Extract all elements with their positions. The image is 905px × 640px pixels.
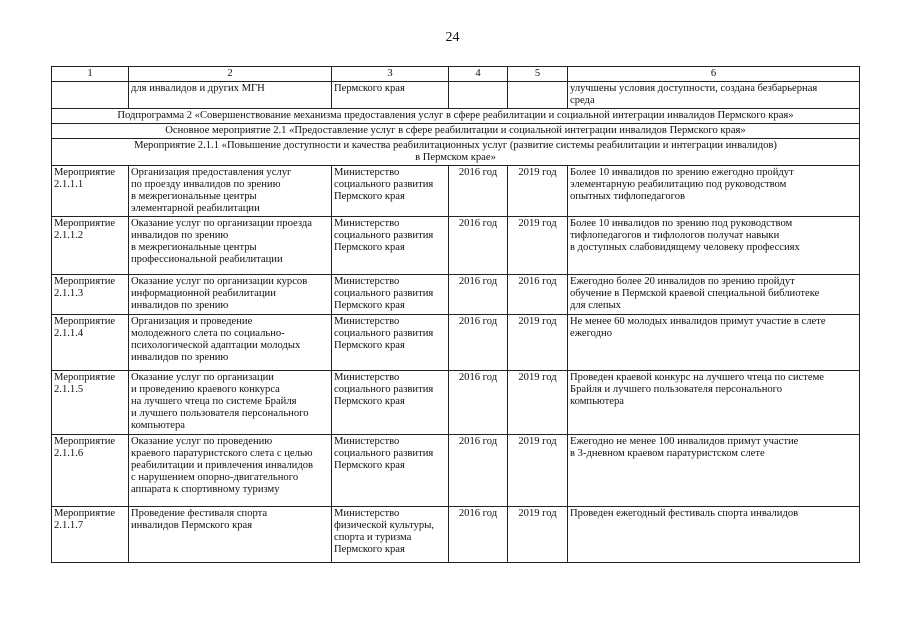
event-211-row [52, 139, 860, 166]
column-number-cell: 3 [332, 67, 449, 82]
activity-id-cell: Мероприятие 2.1.1.3 [52, 275, 129, 315]
table-row [52, 315, 860, 371]
events-table [51, 66, 860, 563]
executor-cell: Министерство физической культуры, спорта и туризма Пермского края [332, 507, 449, 563]
cont-end-cell [508, 82, 568, 109]
table-row [52, 217, 860, 275]
executor-cell: Министерство социального развития Пермского края [332, 315, 449, 371]
expected-result-cell: Более 10 инвалидов по зрению под руководством тифлопедагогов и тифлологов получат навыки в доступных слабовидящему человеку профессиях [568, 217, 860, 275]
activity-name-cell: Организация и проведение молодежного слета по социально- психологической адаптации молодых инвалидов по зрению [129, 315, 332, 371]
end-year-cell: 2016 год [508, 275, 568, 315]
start-year-cell: 2016 год [449, 315, 508, 371]
start-year-cell: 2016 год [449, 435, 508, 507]
event-211-title: Мероприятие 2.1.1 «Повышение доступности и качества реабилитационных услуг (развитие системы реабилитации и интеграции инвалидов) в Пермском крае» [52, 139, 860, 166]
start-year-cell: 2016 год [449, 217, 508, 275]
activity-id-cell: Мероприятие 2.1.1.6 [52, 435, 129, 507]
activity-id-cell: Мероприятие 2.1.1.2 [52, 217, 129, 275]
activity-name-cell: Организация предоставления услуг по проезду инвалидов по зрению в межрегиональные центры элементарной реабилитации [129, 166, 332, 217]
main-event-title: Основное мероприятие 2.1 «Предоставление услуг в сфере реабилитации и социальной интеграции инвалидов Пермского края» [52, 124, 860, 139]
table-row [52, 507, 860, 563]
subprogram-row [52, 109, 860, 124]
main-event-row [52, 124, 860, 139]
table-row [52, 371, 860, 435]
cont-result-cell: улучшены условия доступности, создана безбарьерная среда [568, 82, 860, 109]
activity-name-cell: Оказание услуг по организации и проведению краевого конкурса на лучшего чтеца по системе Брайля и лучшего пользователя персонального компьютера [129, 371, 332, 435]
activity-name-cell: Оказание услуг по организации курсов информационной реабилитации инвалидов по зрению [129, 275, 332, 315]
expected-result-cell: Не менее 60 молодых инвалидов примут участие в слете ежегодно [568, 315, 860, 371]
start-year-cell: 2016 год [449, 166, 508, 217]
expected-result-cell: Проведен краевой конкурс на лучшего чтеца по системе Брайля и лучшего пользователя персонального компьютера [568, 371, 860, 435]
cont-executor-cell: Пермского края [332, 82, 449, 109]
continuation-row [52, 82, 860, 109]
activity-id-cell: Мероприятие 2.1.1.4 [52, 315, 129, 371]
column-number-row [52, 67, 860, 82]
expected-result-cell: Проведен ежегодный фестиваль спорта инвалидов [568, 507, 860, 563]
executor-cell: Министерство социального развития Пермского края [332, 217, 449, 275]
end-year-cell: 2019 год [508, 435, 568, 507]
start-year-cell: 2016 год [449, 507, 508, 563]
start-year-cell: 2016 год [449, 275, 508, 315]
table-row [52, 275, 860, 315]
end-year-cell: 2019 год [508, 371, 568, 435]
activity-name-cell: Оказание услуг по организации проезда инвалидов по зрению в межрегиональные центры профессиональной реабилитации [129, 217, 332, 275]
start-year-cell: 2016 год [449, 371, 508, 435]
table-row [52, 166, 860, 217]
column-number-cell: 6 [568, 67, 860, 82]
activity-name-cell: Проведение фестиваля спорта инвалидов Пермского края [129, 507, 332, 563]
expected-result-cell: Ежегодно не менее 100 инвалидов примут участие в 3-дневном краевом паратуристском слете [568, 435, 860, 507]
executor-cell: Министерство социального развития Пермского края [332, 275, 449, 315]
column-number-cell: 5 [508, 67, 568, 82]
expected-result-cell: Более 10 инвалидов по зрению ежегодно пройдут элементарную реабилитацию под руководством опытных тифлопедагогов [568, 166, 860, 217]
end-year-cell: 2019 год [508, 507, 568, 563]
activity-name-cell: Оказание услуг по проведению краевого паратуристского слета с целью реабилитации и привлечения инвалидов с нарушением опорно-двигательного аппарата к спортивному туризму [129, 435, 332, 507]
executor-cell: Министерство социального развития Пермского края [332, 166, 449, 217]
executor-cell: Министерство социального развития Пермского края [332, 371, 449, 435]
end-year-cell: 2019 год [508, 315, 568, 371]
table-row [52, 435, 860, 507]
end-year-cell: 2019 год [508, 217, 568, 275]
executor-cell: Министерство социального развития Пермского края [332, 435, 449, 507]
column-number-cell: 4 [449, 67, 508, 82]
activity-id-cell: Мероприятие 2.1.1.1 [52, 166, 129, 217]
activity-id-cell: Мероприятие 2.1.1.5 [52, 371, 129, 435]
cont-name-cell: для инвалидов и других МГН [129, 82, 332, 109]
expected-result-cell: Ежегодно более 20 инвалидов по зрению пройдут обучение в Пермской краевой специальной библиотеке для слепых [568, 275, 860, 315]
cont-start-cell [449, 82, 508, 109]
cont-id-cell [52, 82, 129, 109]
subprogram-title: Подпрограмма 2 «Совершенствование механизма предоставления услуг в сфере реабилитации и социальной интеграции инвалидов Пермского края» [52, 109, 860, 124]
column-number-cell: 2 [129, 67, 332, 82]
end-year-cell: 2019 год [508, 166, 568, 217]
column-number-cell: 1 [52, 67, 129, 82]
page-number: 24 [445, 30, 460, 45]
activity-id-cell: Мероприятие 2.1.1.7 [52, 507, 129, 563]
